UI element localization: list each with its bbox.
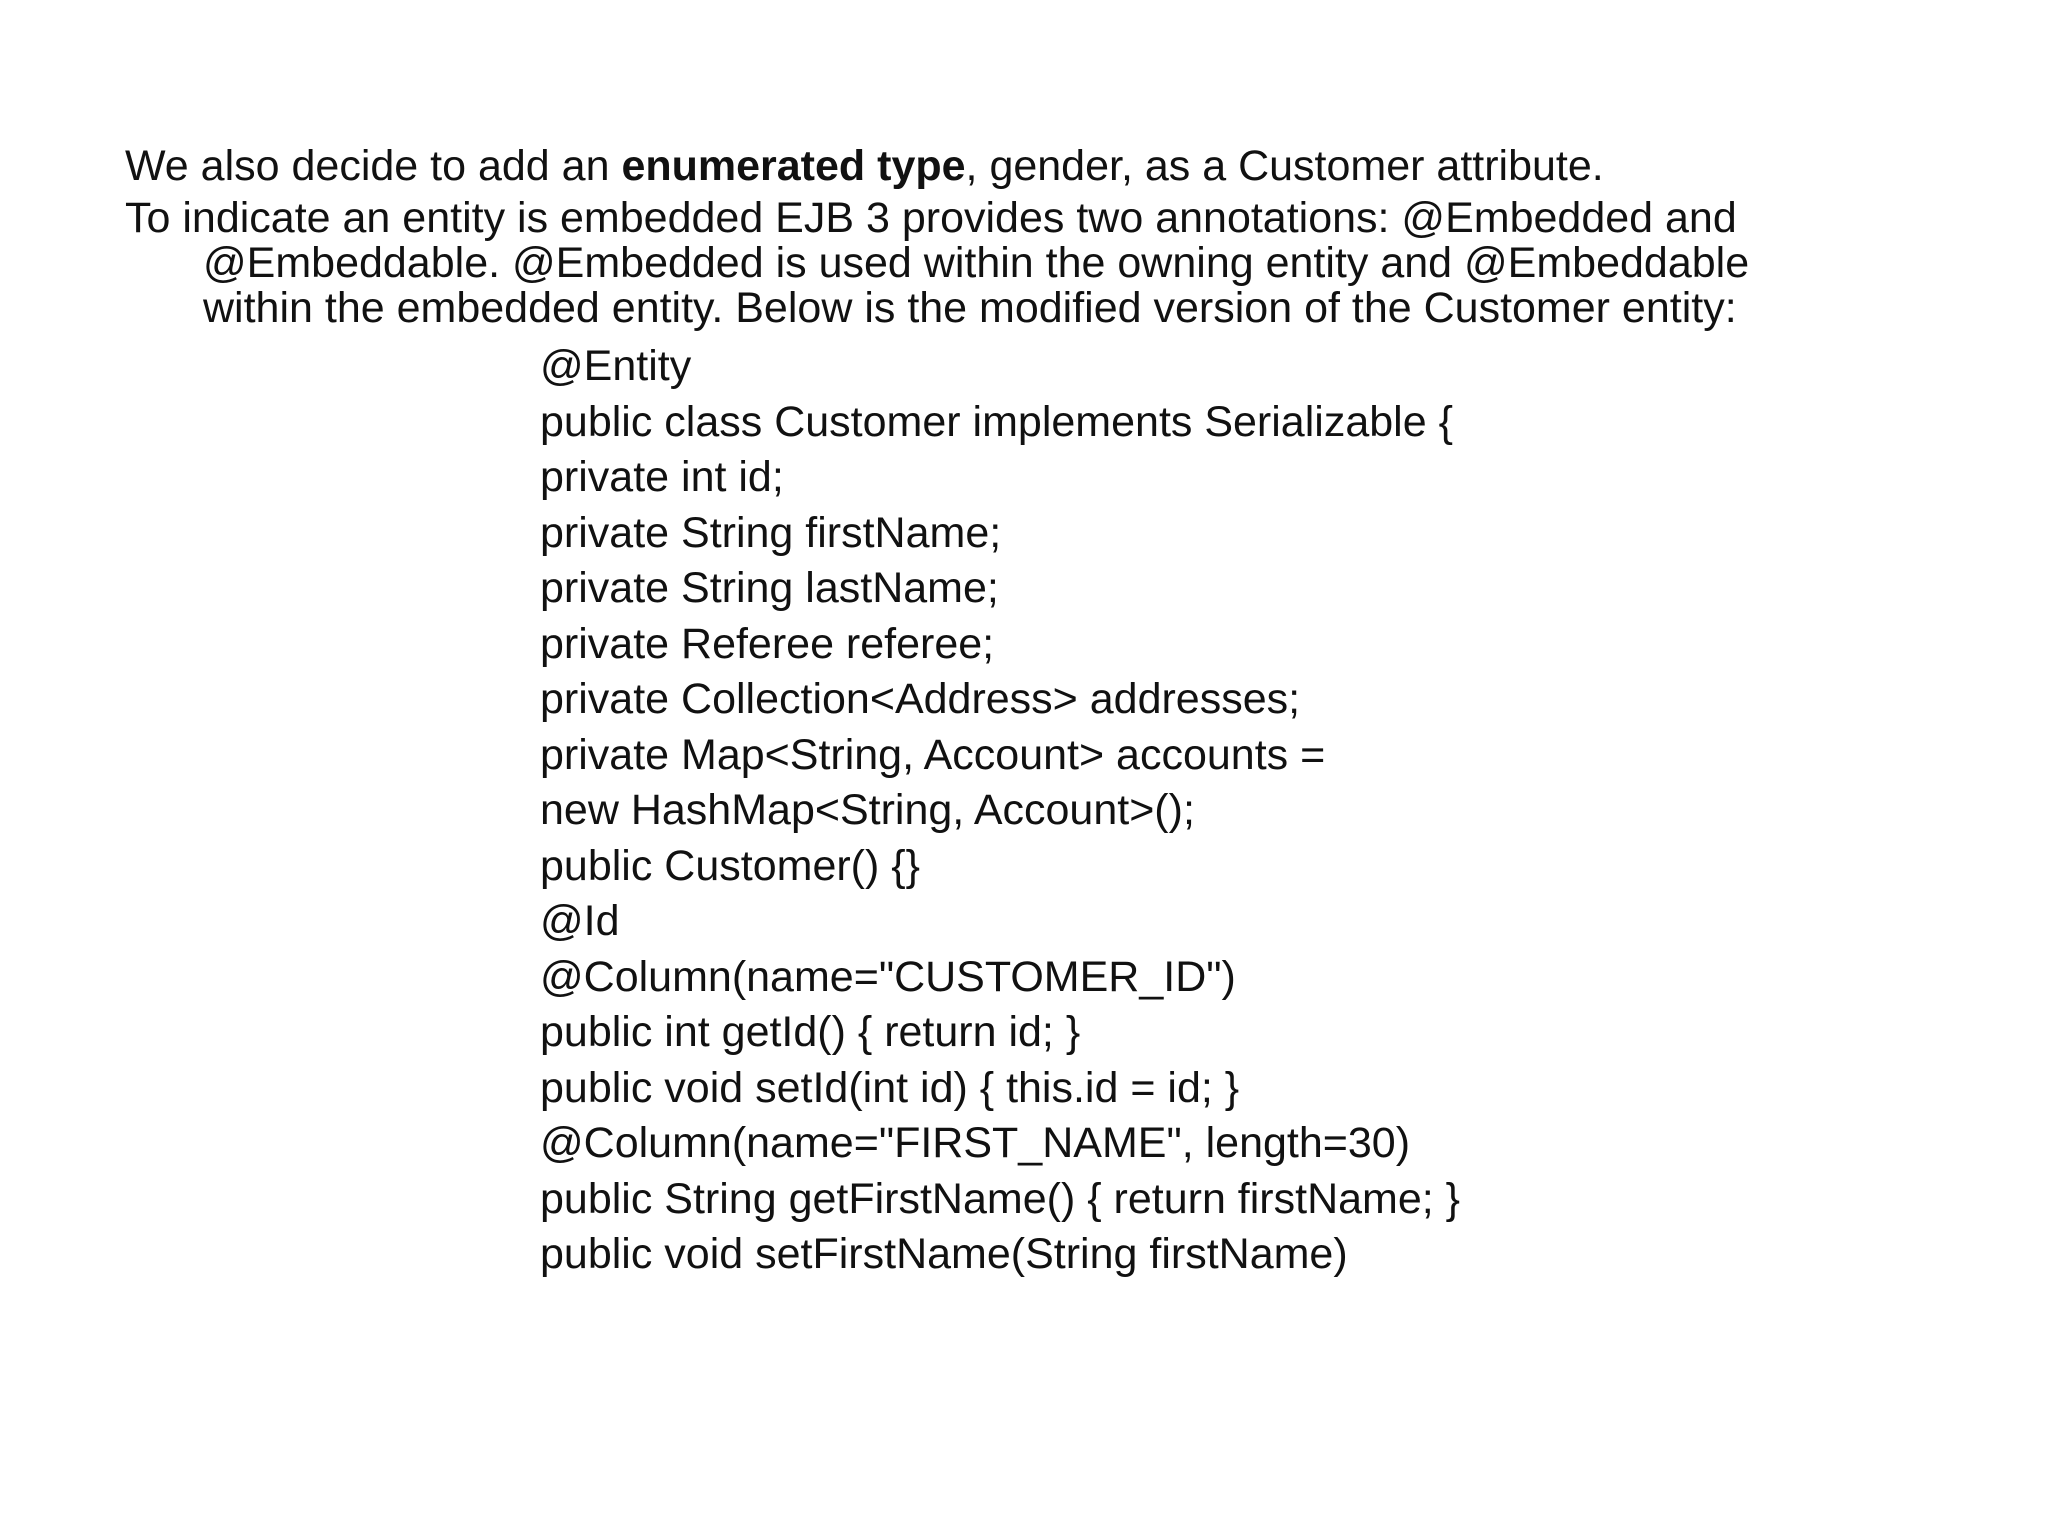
intro-paragraph [125,138,1604,194]
code-line: public class Customer implements Serializable { [540,397,1453,446]
code-line: private Collection<Address> addresses; [540,675,1301,723]
intro-bold-term: enumerated type [621,142,966,190]
code-line: public int getId() { return id; } [540,1008,1081,1056]
embedded-paragraph-line: @Embeddable. @Embedded is used within the owning entity and @Embeddable [203,239,1750,287]
code-line: @Id [540,897,620,945]
code-line: public void setId(int id) { this.id = id; } [540,1063,1240,1112]
intro-text-after: , gender, as a Customer attribute. [965,142,1604,190]
code-line: private String lastName; [540,564,999,612]
code-line: private int id; [540,453,784,501]
code-line: private Map<String, Account> accounts = [540,730,1326,779]
code-line: @Entity [540,342,692,390]
code-line: public void setFirstName(String firstName) [540,1230,1348,1278]
code-listing [540,339,1460,1283]
code-line: public Customer() {} [540,841,920,890]
code-line: public String getFirstName() { return firstName; } [540,1174,1461,1223]
embedded-paragraph [125,196,1749,331]
intro-text-before: We also decide to add an [125,142,622,190]
code-line: private String firstName; [540,508,1002,557]
embedded-paragraph-line: within the embedded entity. Below is the modified version of the Customer entity: [203,284,1737,332]
code-line: @Column(name="CUSTOMER_ID") [540,952,1236,1001]
code-line: private Referee referee; [540,619,995,668]
code-line: @Column(name="FIRST_NAME", length=30) [540,1119,1411,1167]
code-line: new HashMap<String, Account>(); [540,786,1195,834]
embedded-paragraph-line: To indicate an entity is embedded EJB 3 provides two annotations: @Embedded and [125,194,1737,242]
